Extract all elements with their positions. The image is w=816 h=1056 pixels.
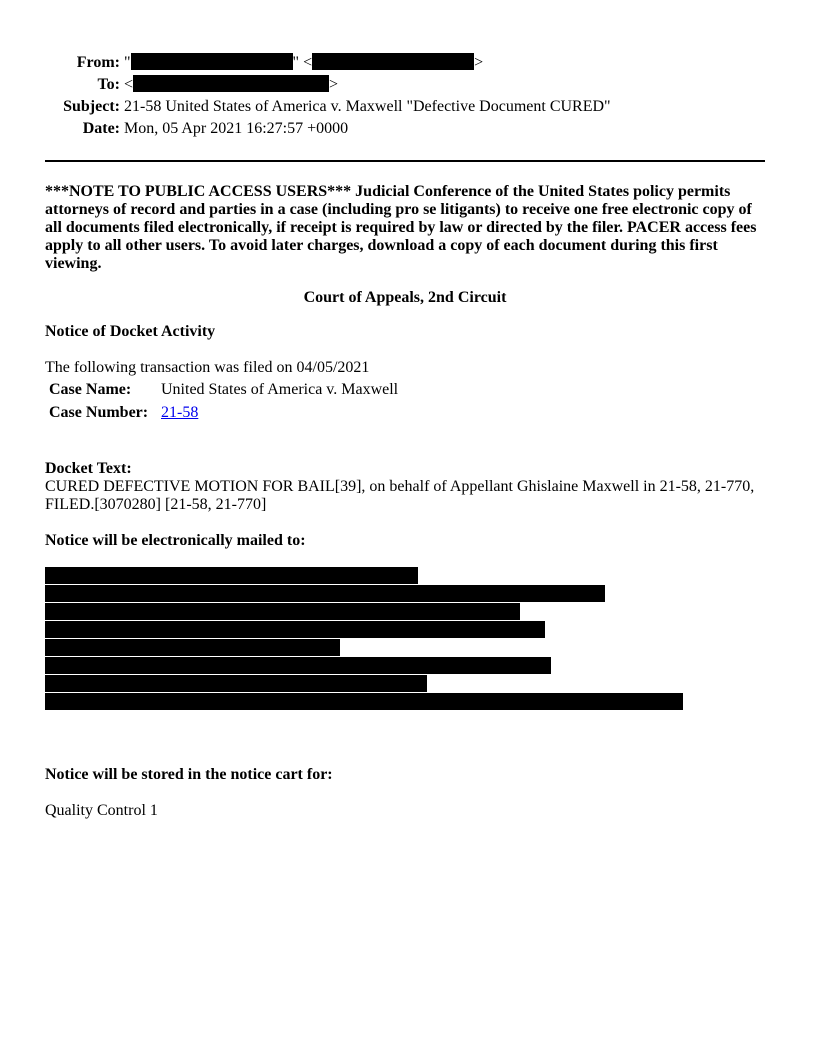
activity-heading: Notice of Docket Activity [45,323,216,340]
from-row [0,53,816,73]
redacted-recipient-email [133,75,329,92]
redacted-recipient [45,603,520,620]
to-close: > [329,76,339,93]
to-row [0,75,816,95]
subject-label: Subject: [63,98,120,115]
redacted-recipient [45,693,683,710]
date-label: Date: [82,120,120,137]
date-row [0,119,816,139]
case-name-label: Case Name: [49,381,132,398]
mailed-heading: Notice will be electronically mailed to: [45,532,306,549]
cart-heading: Notice will be stored in the notice cart for: [45,766,333,783]
from-open-quote: " [124,54,131,71]
redacted-recipient [45,657,551,674]
case-number-link[interactable]: 21-58 [161,404,199,421]
redacted-recipient [45,621,545,638]
from-mid: " < [292,54,313,71]
redacted-sender-email [312,53,474,70]
cart-value: Quality Control 1 [45,802,158,819]
redacted-recipient [45,639,340,656]
to-open: < [124,76,134,93]
filed-text: The following transaction was filed on 04/05/2021 [45,359,370,376]
case-number-label: Case Number: [49,404,149,421]
to-value [124,75,338,95]
redacted-recipient [45,675,427,692]
header-divider [45,160,765,162]
from-close: > [474,54,484,71]
redacted-recipient [45,567,418,584]
subject-value: 21-58 United States of America v. Maxwell "Defective Document CURED" [124,98,611,115]
court-name: Court of Appeals, 2nd Circuit [303,289,507,306]
subject-row [0,97,816,117]
from-value [124,53,483,73]
from-label: From: [76,54,120,71]
date-value: Mon, 05 Apr 2021 16:27:57 +0000 [124,120,349,137]
redacted-sender-name [131,53,293,70]
case-number-cell [161,403,198,423]
to-label: To: [97,76,120,93]
docket-text-value: CURED DEFECTIVE MOTION FOR BAIL[39], on behalf of Appellant Ghislaine Maxwell in 21-58, 21-770, FILED.[3070280] [21-58, 21-770] [45,478,755,513]
public-access-note: ***NOTE TO PUBLIC ACCESS USERS*** Judicial Conference of the United States policy permits attorneys of record and parties in a case (including pro se litigants) to receive one free electronic copy of all documents filed electronically, if receipt is required by law or directed by the filer. PACER access fees apply to all other users. To avoid later charges, download a copy of each document during this first viewing. [45,183,757,272]
redacted-recipient [45,585,605,602]
case-name-value: United States of America v. Maxwell [161,381,399,398]
docket-text-label: Docket Text: [45,460,132,477]
